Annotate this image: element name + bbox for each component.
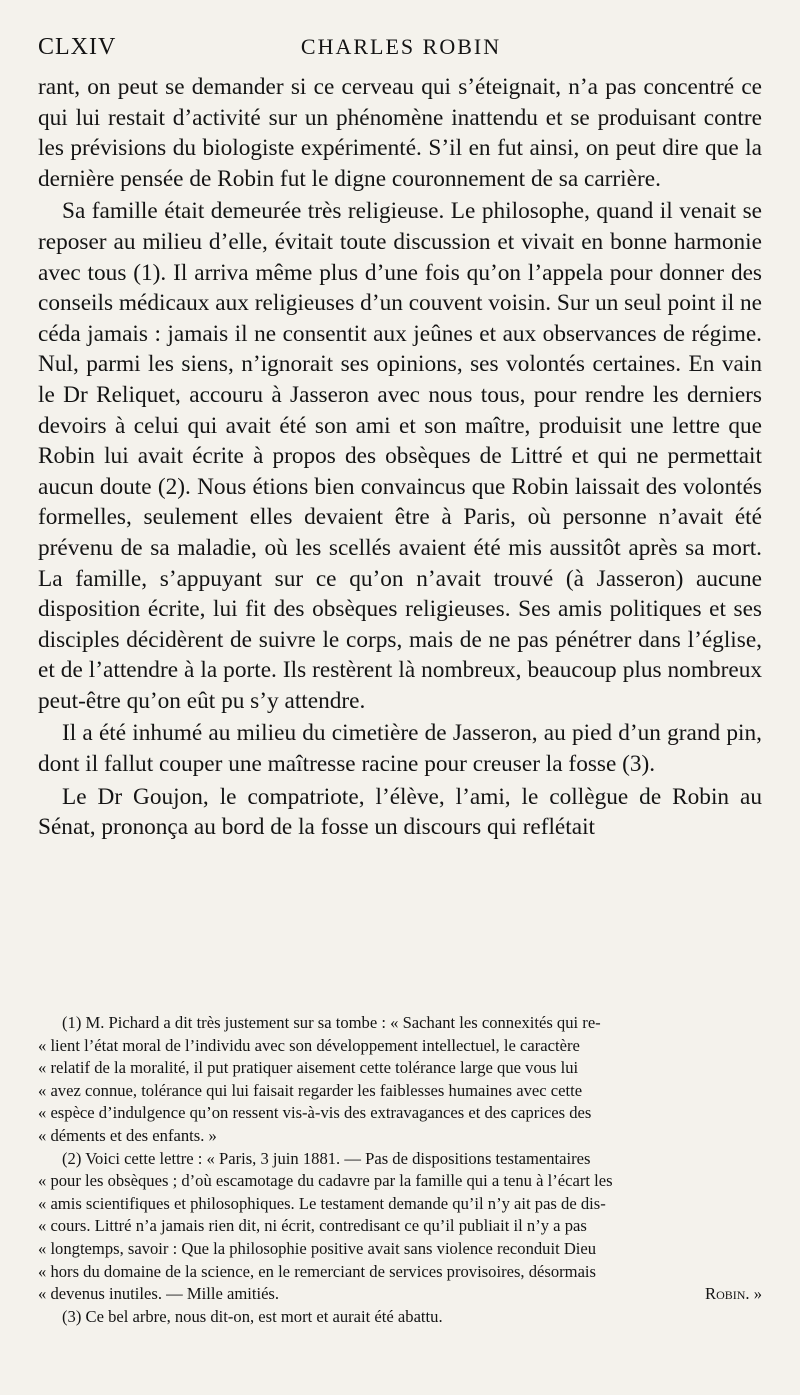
footnote-line: « devenus inutiles. — Mille amitiés. bbox=[38, 1284, 280, 1304]
footnote-line: (2) Voici cette lettre : « Paris, 3 juin 1881. — Pas de dispositions testamentaires bbox=[62, 1148, 591, 1168]
footnote-signoff-line bbox=[38, 1283, 762, 1306]
footnote-1 bbox=[38, 1012, 762, 1148]
footnote-line: « hors du domaine de la science, en le remerciant de services provisoires, désormais bbox=[38, 1261, 596, 1281]
footnote-2 bbox=[38, 1148, 762, 1306]
footnote-line: « longtemps, savoir : Que la philosophie positive avait sans violence reconduit Dieu bbox=[38, 1238, 597, 1258]
footnotes bbox=[38, 1012, 762, 1328]
footnote-line: (3) Ce bel arbre, nous dit-on, est mort et aurait été abattu. bbox=[62, 1306, 443, 1326]
footnote-line: (1) M. Pichard a dit très justement sur sa tombe : « Sachant les connexités qui re- bbox=[62, 1013, 601, 1032]
footnote-line: « amis scientifiques et philosophiques. Le testament demande qu’il n’y ait pas de dis- bbox=[38, 1193, 606, 1213]
footnote-line: « avez connue, tolérance qui lui faisait regarder les faiblesses humaines avec cette bbox=[38, 1080, 583, 1100]
paragraph: rant, on peut se demander si ce cerveau qui s’éteignait, n’a pas concentré ce qui lui restait d’activité sur un phénomène inattendu et se produisant contre les prévisions du biologiste expérimenté. S’il en fut ainsi, on peut dire que la dernière pensée de Robin fut le digne couronnement de sa carrière. bbox=[38, 74, 762, 192]
paragraph: Sa famille était demeurée très religieuse. Le philosophe, quand il venait se reposer au milieu d’elle, évitait toute discussion et vivait en bonne harmonie avec tous (1). Il arriva même plus d’une fois qu’on l’appela pour donner des conseils médicaux aux religieuses d’un couvent voisin. Sur un seul point il ne céda jamais : jamais il ne consentit aux jeûnes et aux observances de régime. Nul, parmi les siens, n’ignorait ses opinions, ses volontés certaines. En vain le Dr Reliquet, accouru à Jasseron avec nous tous, pour rendre les derniers devoirs à celui qui avait été son ami et son maître, produisit une lettre que Robin lui avait écrite à propos des obsèques de Littré et qui ne permettait aucun doute (2). Nous étions bien convaincus que Robin laissait des volontés formelles, seulement elles devaient être à Paris, où personne n’avait été prévenu de sa maladie, où les scellés avaient été mis aussitôt après sa mort. La famille, s’appuyant sur ce qu’on n’avait trouvé (à Jasseron) aucune disposition écrite, lui fit des obsèques religieuses. Ses amis politiques et ses disciples décidèrent de suivre le corps, mais de ne pas pénétrer dans l’église, et de l’attendre à la porte. Ils restèrent là nombreux, beaucoup plus nombreux peut-être qu’on eût pu s’y attendre. bbox=[38, 198, 763, 714]
footnote-line: « espèce d’indulgence qu’on ressent vis-à-vis des extravagances et des caprices des bbox=[38, 1103, 592, 1123]
footnote-line: « cours. Littré n’a jamais rien dit, ni écrit, contredisant ce qu’il publiait il n’y a pas bbox=[38, 1216, 587, 1236]
footnote-line: « déments et des enfants. » bbox=[38, 1125, 217, 1145]
running-title: CHARLES ROBIN bbox=[300, 34, 502, 59]
footnote-line: « lient l’état moral de l’individu avec son développement intellectuel, le caractère bbox=[38, 1035, 580, 1055]
page-number: CLXIV bbox=[38, 34, 117, 60]
footnote-3 bbox=[38, 1306, 762, 1329]
paragraph: Il a été inhumé au milieu du cimetière de Jasseron, au pied d’un grand pin, dont il fallut couper une maîtresse racine pour creuser la fosse (3). bbox=[38, 720, 762, 778]
paragraph: Le Dr Goujon, le compatriote, l’élève, l’ami, le collègue de Robin au Sénat, prononça au bord de la fosse un discours qui reflétait bbox=[38, 783, 762, 841]
footnote-line: « pour les obsèques ; d’où escamotage du cadavre par la famille qui a tenu à l’écart les bbox=[38, 1171, 613, 1191]
footnote-signature: Robin. » bbox=[705, 1284, 762, 1304]
body-text bbox=[38, 72, 762, 843]
page-header bbox=[38, 28, 764, 68]
footnote-line: « relatif de la moralité, il put pratiquer aisement cette tolérance large que vous lui bbox=[38, 1058, 579, 1078]
